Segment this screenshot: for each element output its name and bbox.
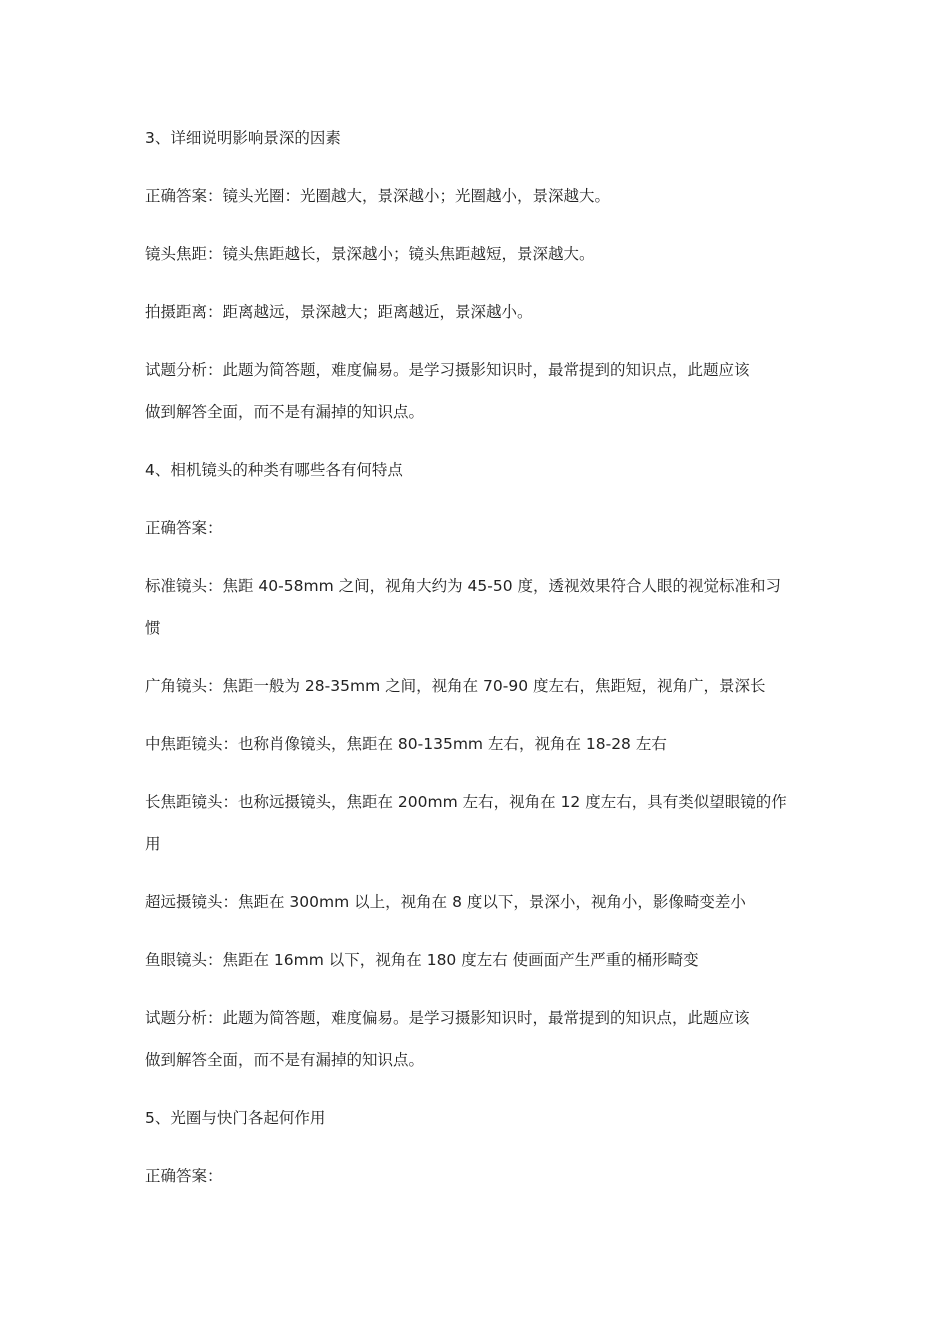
telephoto-lens-line-2: 用: [145, 835, 161, 853]
standard-lens-line-2: 惯: [145, 619, 161, 637]
question-3-analysis-line-2: 做到解答全面，而不是有漏掉的知识点。: [145, 403, 425, 421]
medium-focal-lens: 中焦距镜头：也称肖像镜头，焦距在 80-135mm 左右，视角在 18-28 左右: [145, 735, 667, 753]
telephoto-lens-line-1: 长焦距镜头：也称远摄镜头，焦距在 200mm 左右，视角在 12 度左右，具有类似望眼镜的作: [145, 793, 787, 811]
question-4-analysis-line-1: 试题分析：此题为简答题，难度偏易。是学习摄影知识时，最常提到的知识点，此题应该: [145, 1009, 750, 1027]
question-3-analysis-line-1: 试题分析：此题为简答题，难度偏易。是学习摄影知识时，最常提到的知识点，此题应该: [145, 361, 750, 379]
question-3-answer-distance: 拍摄距离：距离越远，景深越大；距离越近，景深越小。: [145, 303, 533, 321]
question-4-heading: 4、相机镜头的种类有哪些各有何特点: [145, 461, 403, 479]
question-3-answer-focal-length: 镜头焦距：镜头焦距越长，景深越小；镜头焦距越短，景深越大。: [145, 245, 595, 263]
standard-lens-line-1: 标准镜头：焦距 40-58mm 之间，视角大约为 45-50 度，透视效果符合人眼的视觉标准和习: [145, 577, 781, 595]
question-4-answer-label: 正确答案：: [145, 519, 223, 537]
question-4-analysis-line-2: 做到解答全面，而不是有漏掉的知识点。: [145, 1051, 425, 1069]
wide-angle-lens: 广角镜头：焦距一般为 28-35mm 之间，视角在 70-90 度左右，焦距短，视角广，景深长: [145, 677, 766, 695]
question-3-heading: 3、详细说明影响景深的因素: [145, 129, 341, 147]
fisheye-lens: 鱼眼镜头：焦距在 16mm 以下，视角在 180 度左右 使画面产生严重的桶形畸变: [145, 951, 699, 969]
super-telephoto-lens: 超远摄镜头：焦距在 300mm 以上，视角在 8 度以下，景深小，视角小，影像畸变差小: [145, 893, 746, 911]
question-5-heading: 5、光圈与快门各起何作用: [145, 1109, 326, 1127]
question-5-answer-label: 正确答案：: [145, 1167, 223, 1185]
question-3-answer-aperture: 正确答案：镜头光圈：光圈越大，景深越小；光圈越小，景深越大。: [145, 187, 611, 205]
